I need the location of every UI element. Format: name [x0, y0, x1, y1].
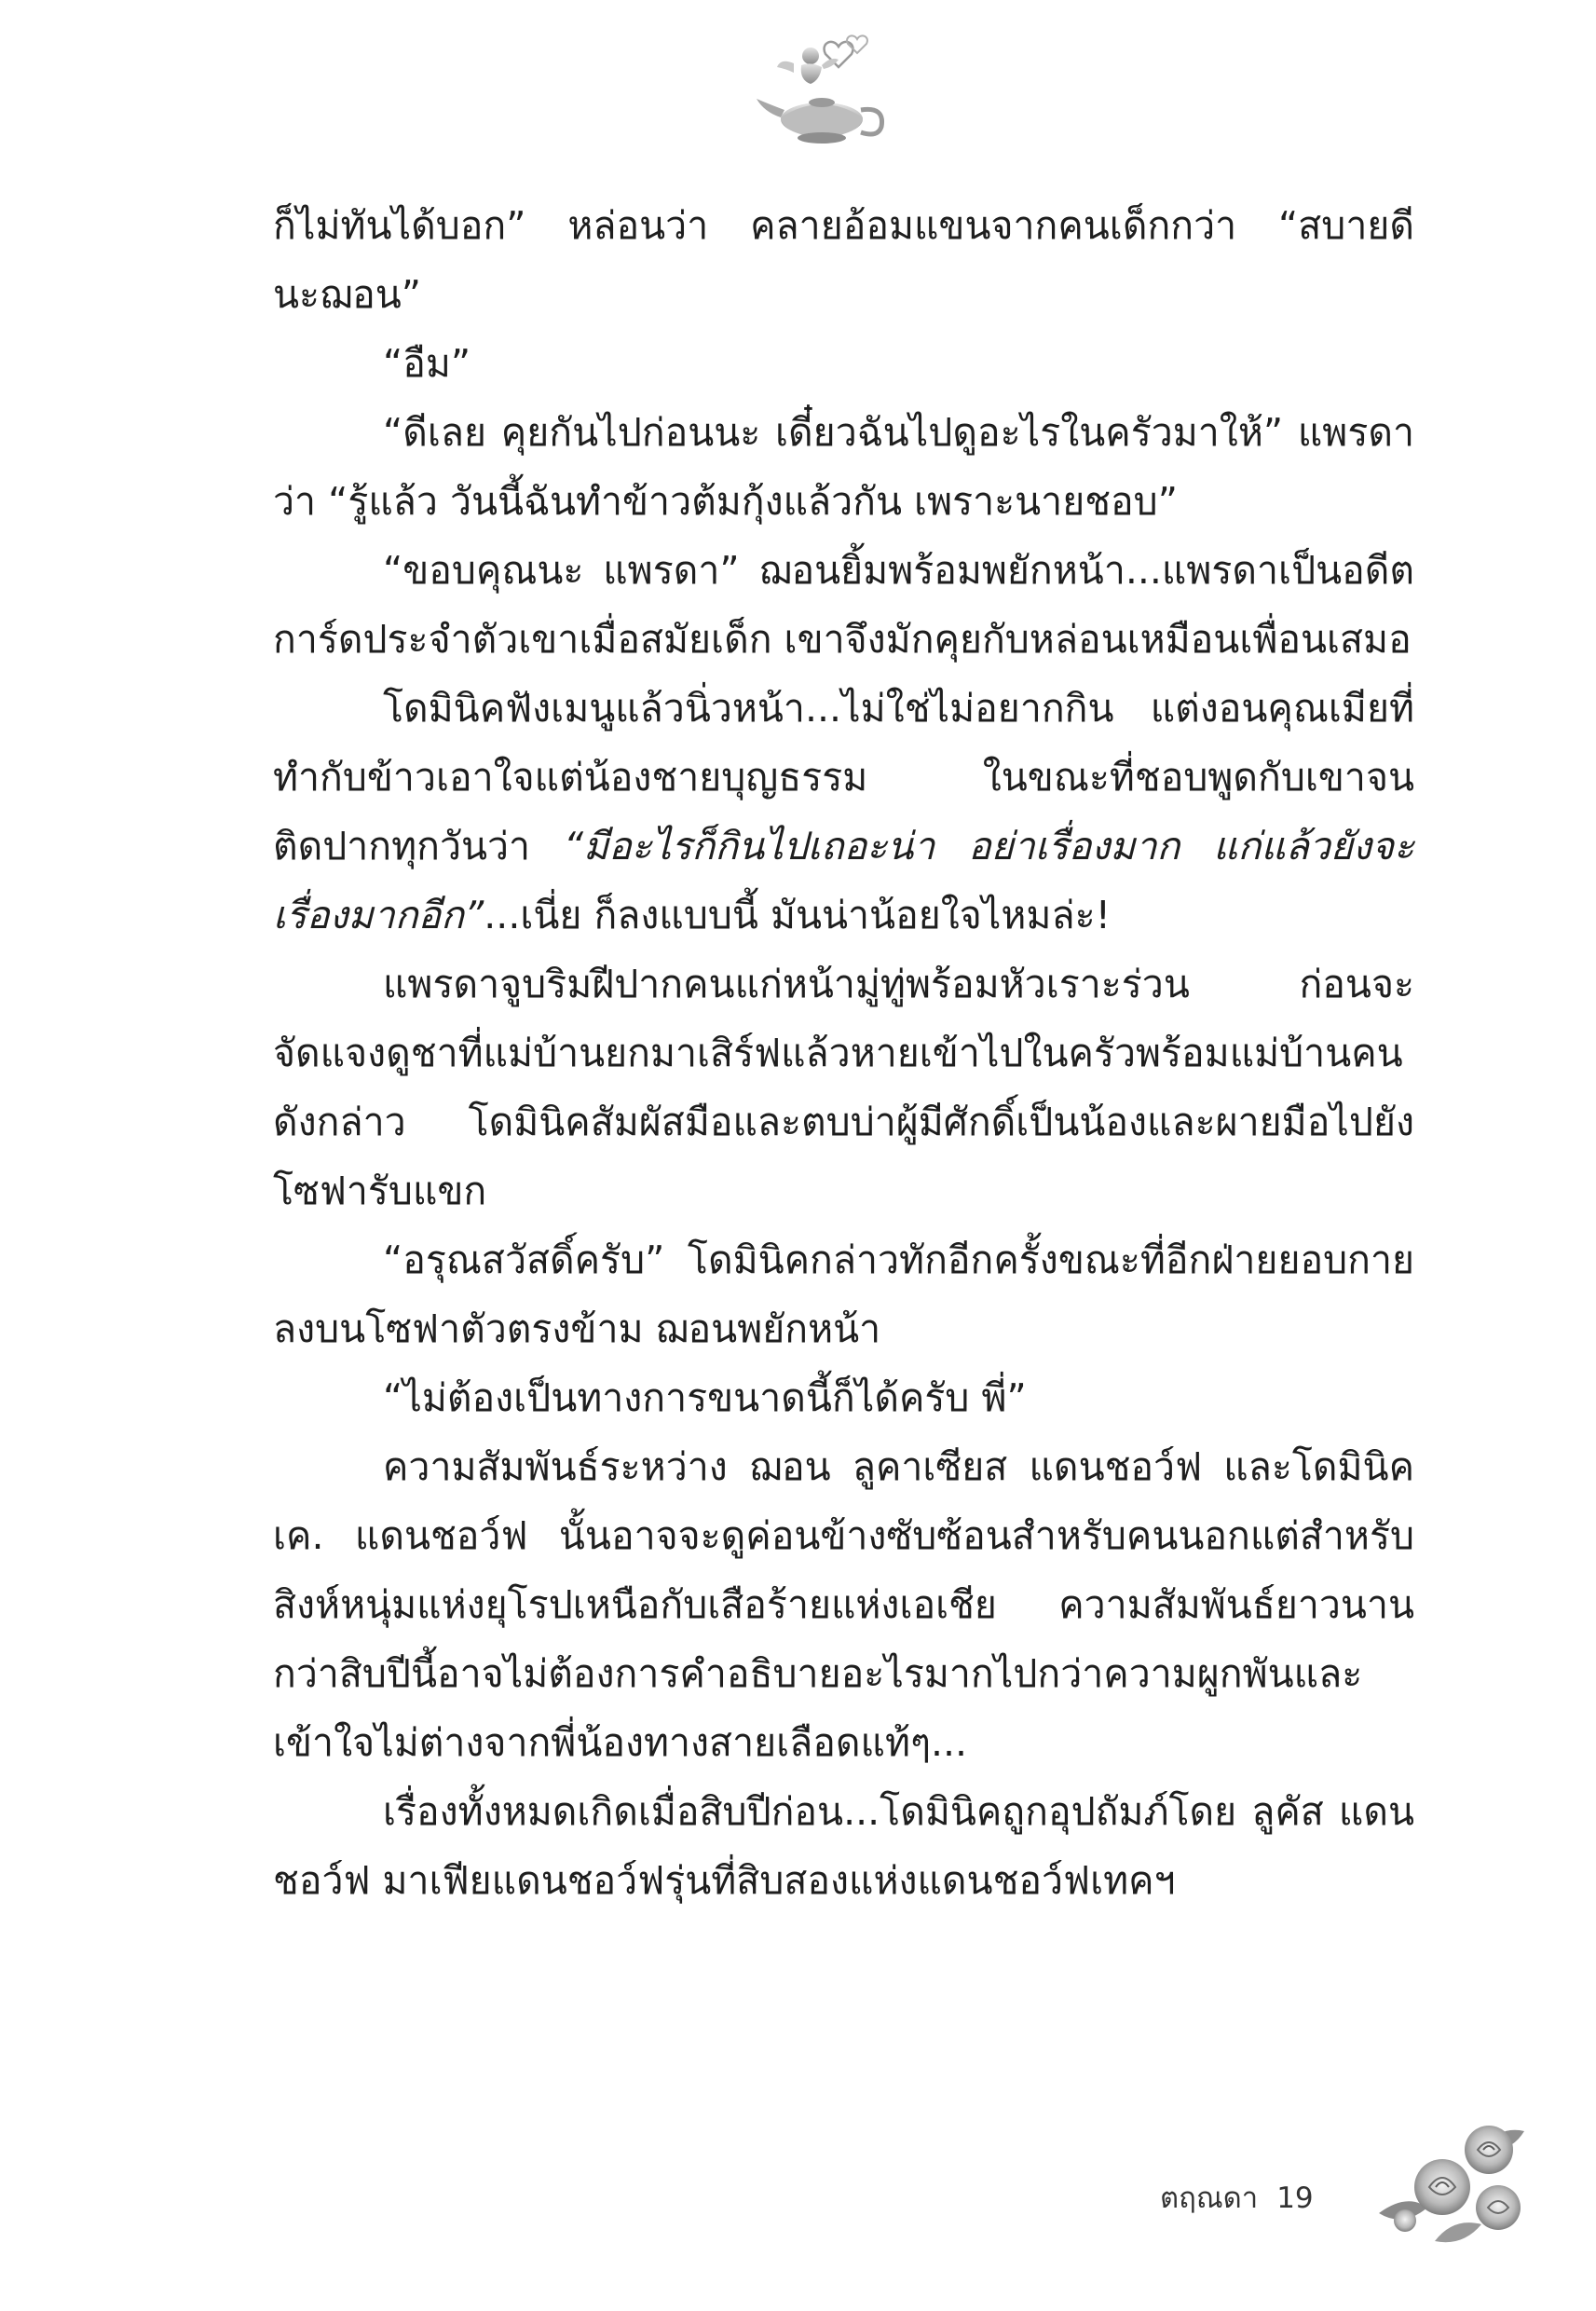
paragraph-text: ความสัมพันธ์ระหว่าง ฌอน ลูคาเซียส แดนชอว์ฟ และโดมินิค เค. แดนชอว์ฟ นั้นอาจจะดูค่อนข้างซับซ้อนสำหรับคนนอกแต่สำหรับสิงห์หนุ่มแห่งยุโรปเหนือกับเสือร้ายแห่งเอเชีย ความสัมพันธ์ยาวนานกว่าสิบปีนี้อาจไม่ต้องการคำอธิบายอะไรมากไปกว่าความผูกพันและเข้าใจไม่ต่างจากพี่น้องทางสายเลือดแท้ๆ...: [273, 1444, 1414, 1765]
paragraph: [273, 398, 1414, 536]
paragraph: [273, 1432, 1414, 1777]
paragraph-text: “ไม่ต้องเป็นทางการขนาดนี้ก็ได้ครับ พี่”: [383, 1375, 1027, 1420]
paragraph: [273, 674, 1414, 950]
paragraph-text: “ดีเลย คุยกันไปก่อนนะ เดี๋ยวฉันไปดูอะไรในครัวมาให้” แพรดาว่า “รู้แล้ว วันนี้ฉันทำข้าวต้มกุ้งแล้วกัน เพราะนายชอบ”: [273, 410, 1414, 524]
paragraph-text: “อรุณสวัสดิ์ครับ” โดมินิคกล่าวทักอีกครั้งขณะที่อีกฝ่ายยอบกายลงบนโซฟาตัวตรงข้าม ฌอนพยักหน้า: [273, 1238, 1414, 1351]
paragraph: [273, 950, 1414, 1225]
paragraph: [273, 536, 1414, 674]
paragraph-text: “อืม”: [383, 341, 471, 386]
teapot-heart-ornament-icon: [753, 19, 902, 158]
paragraph-text: แพรดาจูบริมฝีปากคนแก่หน้ามู่ทู่พร้อมหัวเราะร่วน ก่อนจะจัดแจงดูชาที่แม่บ้านยกมาเสิร์ฟแล้วหายเข้าไปในครัวพร้อมแม่บ้านคนดังกล่าว โดมินิคสัมผัสมือและตบบ่าผู้มีศักดิ์เป็นน้องและผายมือไปยังโซฟารับแขก: [273, 962, 1414, 1213]
paragraph: [273, 329, 1414, 398]
paragraph: [273, 1225, 1414, 1363]
page-number: 19: [1276, 2181, 1314, 2215]
paragraph-text: เรื่องทั้งหมดเกิดเมื่อสิบปีก่อน...โดมินิคถูกอุปถัมภ์โดย ลูคัส แดนชอว์ฟ มาเฟียแดนชอว์ฟรุ่นที่สิบสองแห่งแดนชอว์ฟเทคฯ: [273, 1789, 1414, 1903]
roses-ornament-icon: [1370, 2111, 1533, 2250]
paragraph: [273, 1777, 1414, 1915]
paragraph-text: ก็ไม่ทันได้บอก” หล่อนว่า คลายอ้อมแขนจากคนเด็กกว่า “สบายดีนะฌอน”: [273, 203, 1414, 317]
paragraph-text: ...เนี่ย ก็ลงแบบนี้ มันน่าน้อยใจไหมล่ะ!: [484, 893, 1112, 937]
body-text: [273, 191, 1414, 1915]
paragraph-text: “ขอบคุณนะ แพรดา” ฌอนยิ้มพร้อมพยักหน้า...แพรดาเป็นอดีตการ์ดประจำตัวเขาเมื่อสมัยเด็ก เขาจึงมักคุยกับหล่อนเหมือนเพื่อนเสมอ: [273, 548, 1414, 662]
paragraph-italic-text: “มีอะไรก็กินไปเถอะน่า อย่าเรื่องมาก แก่แล้วยังจะเรื่องมากอีก”: [273, 824, 1415, 937]
page-footer: [1160, 2174, 1314, 2221]
paragraph: [273, 191, 1414, 329]
paragraph: [273, 1363, 1414, 1432]
paragraph-text: โดมินิคฟังเมนูแล้วนิ่วหน้า...ไม่ใช่ไม่อยากกิน แต่งอนคุณเมียที่ทำกับข้าวเอาใจแต่น้องชายบุญธรรม ในขณะที่ชอบพูดกับเขาจนติดปากทุกวันว่า: [273, 686, 1414, 868]
book-title: ตฤณดา: [1160, 2181, 1259, 2215]
